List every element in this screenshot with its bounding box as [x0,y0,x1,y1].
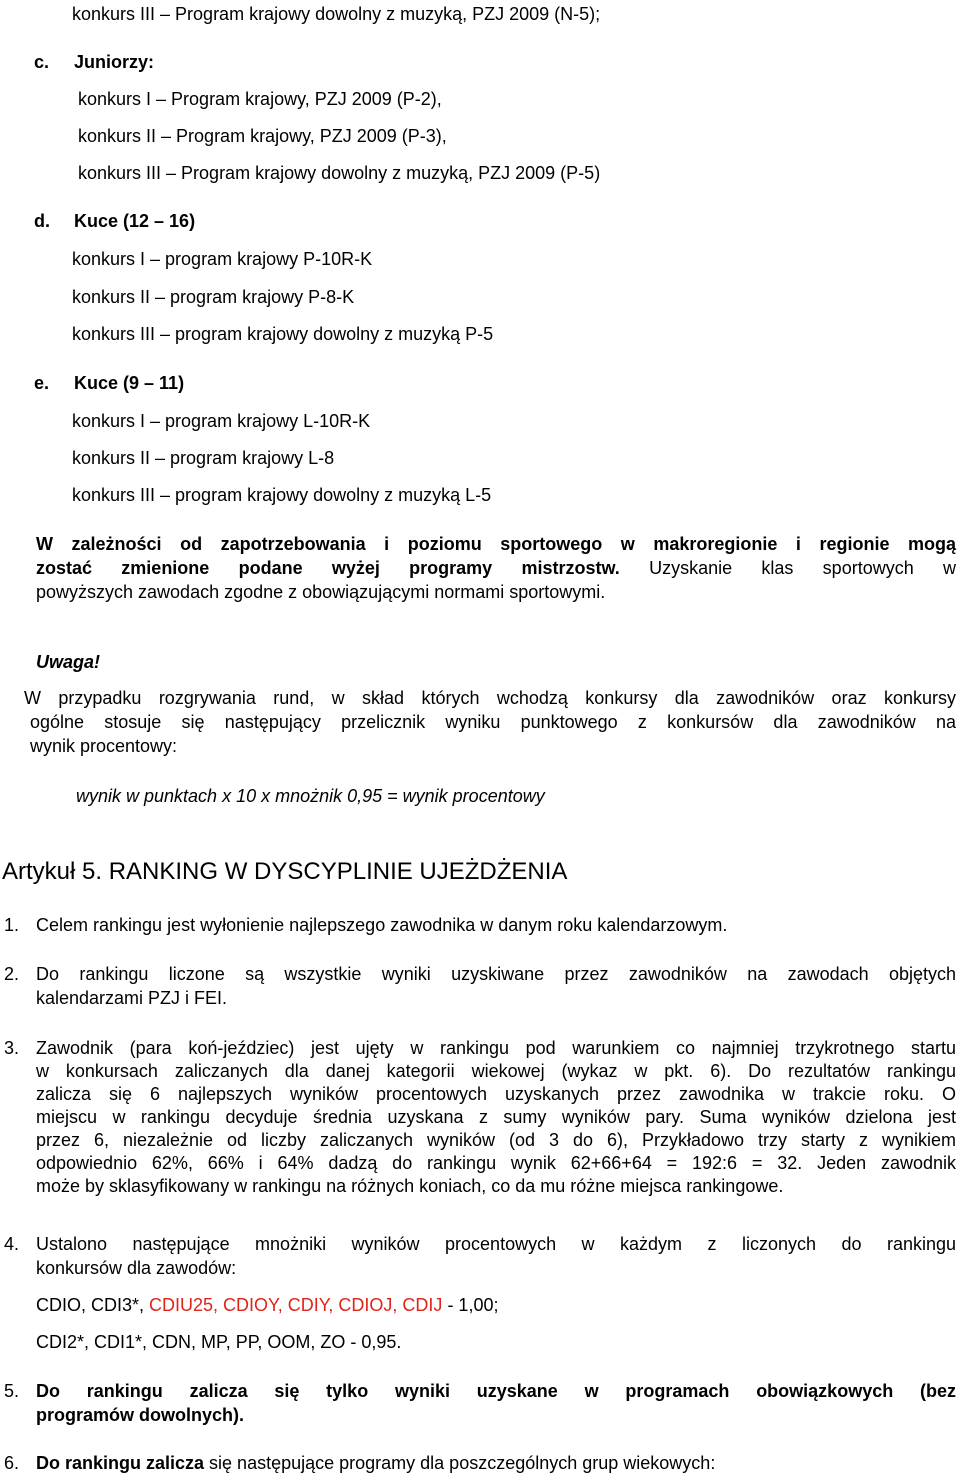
item-4-line-2: konkursów dla zawodów: [36,1258,237,1278]
item-2-line-1: Do rankingu liczone są wszystkie wyniki uzyskiwane przez zawodników na zawodach objętych [36,964,956,984]
item-6-line-1 [36,1451,715,1475]
item-3-line-7: może by sklasyfikowany w rankingu na różnych koniach, co da mu różne miejsca rankingowe. [36,1176,784,1196]
article-prefix: Artykuł 5. [2,858,103,885]
article-title: RANKING W DYSCYPLINIE UJEŻDŻENIA [102,858,568,885]
item-2-number: 2. [4,964,20,984]
note-line-1: W zależności od zapotrzebowania i poziomu sportowego w makroregionie i regionie mogą [36,534,956,554]
multiplier-1-black: CDIO, CDI3*, [36,1295,150,1315]
uwaga-line-2: ogólne stosuje się następujący przelicznik wyniku punktowego z konkursów dla zawodników na [30,712,956,732]
item-3-line-6: odpowiednio 62%, 66% i 64% dadzą do rankingu wynik 62+66+64 = 192:6 = 32. Jeden zawodnik [36,1153,956,1173]
section-c-title: Juniorzy: [74,52,155,72]
item-3-line-5: przez 6, niezależnie od liczby zaliczanych wyników (od 3 do 6), Przykładowo trzy starty z wynikiem [36,1130,956,1150]
item-4-line-1: Ustalono następujące mnożniki wyników procentowych w każdym z liczonych do rankingu [36,1234,956,1254]
section-e-line-3: konkurs III – program krajowy dowolny z muzyką L-5 [72,485,492,505]
item-1-line-1: Celem rankingu jest wyłonienie najlepszego zawodnika w danym roku kalendarzowym. [36,915,728,935]
section-c-line-3: konkurs III – Program krajowy dowolny z muzyką, PZJ 2009 (P-5) [78,163,601,183]
uwaga-line-3: wynik procentowy: [30,736,178,756]
item-5-number: 5. [4,1381,20,1401]
article-heading [2,857,567,887]
formula: wynik w punktach x 10 x mnożnik 0,95 = wynik procentowy [76,786,545,806]
section-e-line-2: konkurs II – program krajowy L-8 [72,448,335,468]
item-6-rest: się następujące programy dla poszczególnych grup wiekowych: [204,1453,716,1473]
multiplier-1-red: CDIU25, CDIOY, CDIY, CDIOJ, CDIJ [149,1295,443,1315]
section-d-title: Kuce (12 – 16) [74,211,196,231]
section-e-title: Kuce (9 – 11) [74,373,185,393]
item-3-line-3: zalicza się 6 najlepszych wyników procentowych uzyskanych przez zawodnika w trakcie roku. O [36,1084,956,1104]
program-line-n5: konkurs III – Program krajowy dowolny z muzyką, PZJ 2009 (N-5); [72,4,601,24]
section-d-line-2: konkurs II – program krajowy P-8-K [72,287,355,307]
note-line-2-bold: zostać zmienione podane wyżej programy mistrzostw. [36,558,620,578]
item-4-number: 4. [4,1234,20,1254]
uwaga-line-1: W przypadku rozgrywania rund, w skład których wchodzą konkursy dla zawodników oraz konkursy [24,688,956,708]
item-3-number: 3. [4,1038,20,1058]
section-d-line-3: konkurs III – program krajowy dowolny z muzyką P-5 [72,324,494,344]
note-line-2 [36,556,956,580]
item-6-bold: Do rankingu zalicza [36,1453,205,1473]
item-6-number: 6. [4,1453,20,1473]
section-d-line-1: konkurs I – program krajowy P-10R-K [72,249,373,269]
section-c-line-1: konkurs I – Program krajowy, PZJ 2009 (P-2), [78,89,442,109]
section-d-label: d. [34,211,50,231]
section-c-label: c. [34,52,50,72]
item-3-line-1: Zawodnik (para koń-jeździec) jest ujęty w rankingu pod warunkiem co najmniej trzykrotnego startu [36,1038,956,1058]
item-1-number: 1. [4,915,20,935]
item-2-line-2: kalendarzami PZJ i FEI. [36,988,228,1008]
multiplier-line-2: CDI2*, CDI1*, CDN, MP, PP, OOM, ZO - 0,95. [36,1332,402,1352]
item-5-line-2: programów dowolnych). [36,1405,245,1425]
section-c-line-2: konkurs II – Program krajowy, PZJ 2009 (P-3), [78,126,447,146]
item-3-line-2: w konkursach zaliczanych dla danej kategorii wiekowej (wykaz w pkt. 6). Do rezultatów rankingu [36,1061,956,1081]
multiplier-1-tail: - 1,00; [442,1295,499,1315]
item-3-line-4: miejscu w rankingu decyduje średnia uzyskana z sumy wyników pary. Suma wyników dzielona jest [36,1107,956,1127]
note-line-3: powyższych zawodach zgodne z obowiązującymi normami sportowymi. [36,582,606,602]
section-e-label: e. [34,373,50,393]
multiplier-line-1 [36,1293,498,1317]
item-5-line-1: Do rankingu zalicza się tylko wyniki uzyskane w programach obowiązkowych (bez [36,1381,956,1401]
uwaga-title: Uwaga! [36,652,101,672]
note-line-2-normal: Uzyskanie klas sportowych w [619,558,956,578]
section-e-line-1: konkurs I – program krajowy L-10R-K [72,411,371,431]
